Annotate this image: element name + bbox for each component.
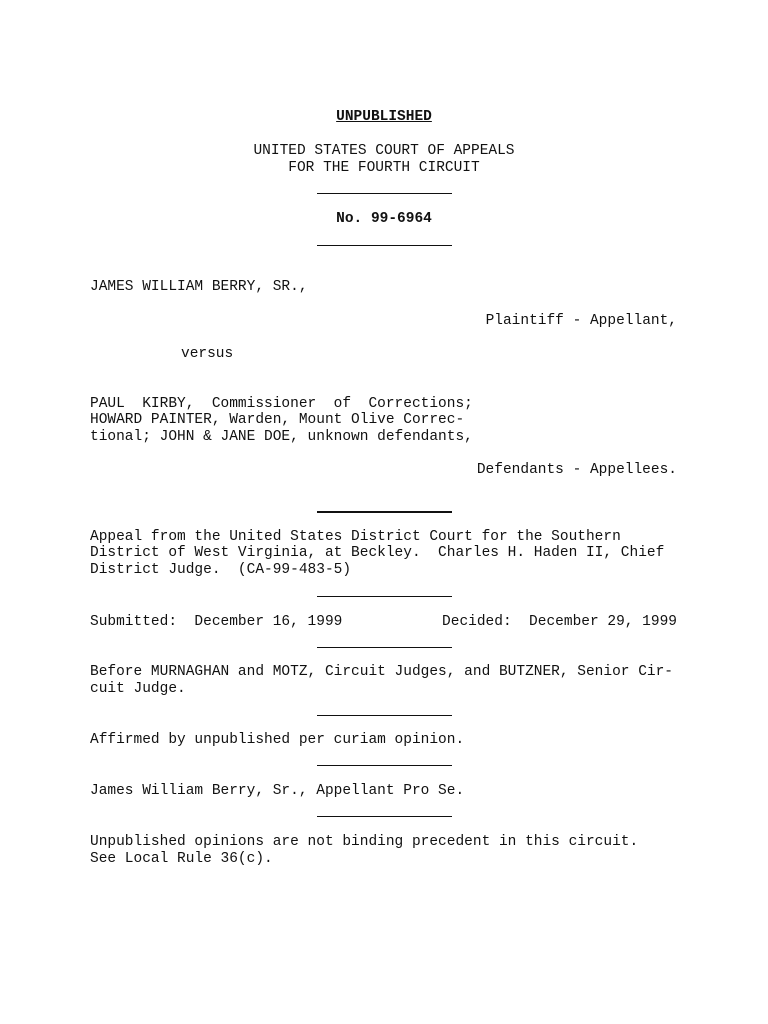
defendants-role: Defendants - Appellees. (476, 462, 677, 478)
counsel: James William Berry, Sr., Appellant Pro Se. (90, 783, 465, 799)
unpublished-heading: UNPUBLISHED (336, 109, 432, 125)
defendants-line: PAUL KIRBY, Commissioner of Corrections; (90, 396, 473, 412)
versus-label: versus (181, 346, 234, 362)
disposition: Affirmed by unpublished per curiam opinion. (90, 732, 465, 748)
divider-rule (317, 511, 452, 513)
decided-date: Decided: December 29, 1999 (442, 614, 677, 630)
divider-rule (317, 765, 452, 766)
panel-line: cuit Judge. (90, 681, 186, 697)
appeal-line: District Judge. (CA-99-483-5) (90, 562, 352, 578)
defendants-line: tional; JOHN & JANE DOE, unknown defendants, (90, 429, 473, 445)
appeal-line: Appeal from the United States District Court for the Southern (90, 529, 621, 545)
court-name-line2: FOR THE FOURTH CIRCUIT (288, 160, 480, 176)
plaintiff-name: JAMES WILLIAM BERRY, SR., (90, 279, 308, 295)
submitted-date: Submitted: December 16, 1999 (90, 614, 343, 630)
appeal-line: District of West Virginia, at Beckley. Charles H. Haden II, Chief (90, 545, 665, 561)
notice-line: See Local Rule 36(c). (90, 851, 273, 867)
divider-rule (317, 715, 452, 716)
case-number: No. 99-6964 (336, 211, 432, 227)
divider-rule (317, 816, 452, 817)
divider-rule (317, 245, 452, 246)
divider-rule (317, 647, 452, 648)
defendants-line: HOWARD PAINTER, Warden, Mount Olive Correc- (90, 412, 465, 428)
divider-rule (317, 193, 452, 194)
notice-line: Unpublished opinions are not binding precedent in this circuit. (90, 834, 639, 850)
divider-rule (317, 596, 452, 597)
panel-line: Before MURNAGHAN and MOTZ, Circuit Judges, and BUTZNER, Senior Cir- (90, 664, 673, 680)
plaintiff-role: Plaintiff - Appellant, (485, 313, 677, 329)
court-name-line1: UNITED STATES COURT OF APPEALS (253, 143, 515, 159)
